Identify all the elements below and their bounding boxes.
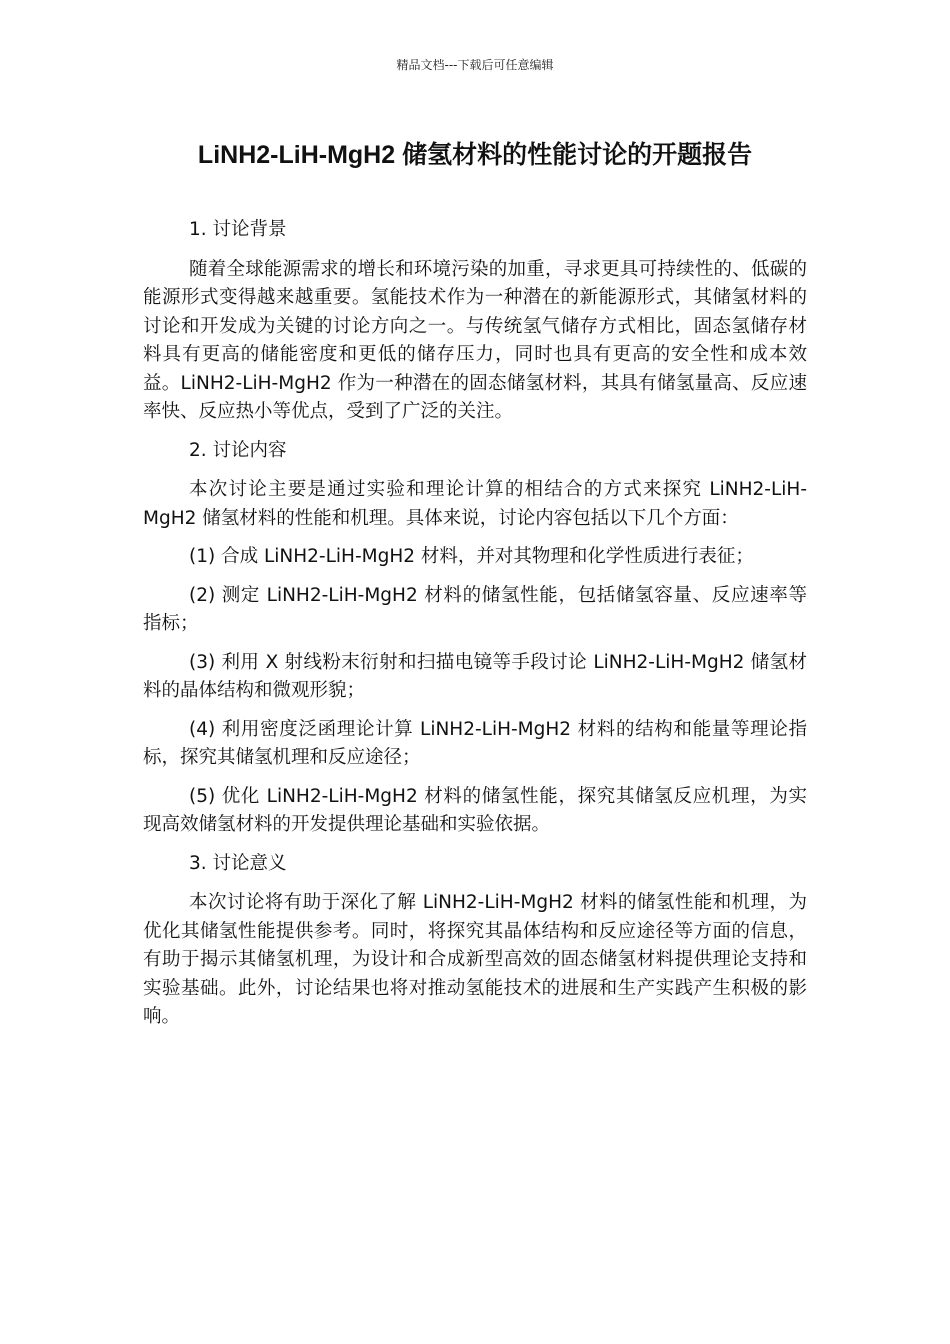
content-item-1: (1) 合成 LiNH2-LiH-MgH2 材料，并对其物理和化学性质进行表征； (189, 546, 754, 567)
content-item-4: (4) 利用密度泛函理论计算 LiNH2-LiH-MgH2 材料的结构和能量等理论指标，探究其储氢机理和反应途径； (143, 718, 807, 768)
document-title: LiNH2-LiH-MgH2 储氢材料的性能讨论的开题报告 (197, 141, 753, 169)
content-item-5: (5) 优化 LiNH2-LiH-MgH2 材料的储氢性能，探究其储氢反应机理，为实现高效储氢材料的开发提供理论基础和实验依据。 (143, 785, 807, 835)
document-body (143, 216, 807, 1042)
content-intro-paragraph: 本次讨论主要是通过实验和理论计算的相结合的方式来探究 LiNH2-LiH-MgH2 储氢材料的性能和机理。具体来说，讨论内容包括以下几个方面： (143, 479, 807, 529)
content-item-3: (3) 利用 X 射线粉末衍射和扫描电镜等手段讨论 LiNH2-LiH-MgH2 储氢材料的晶体结构和微观形貌； (143, 651, 807, 701)
header-note: 精品文档---下载后可任意编辑 (396, 58, 554, 72)
section-heading-content: 2. 讨论内容 (189, 439, 287, 461)
content-item-2: (2) 测定 LiNH2-LiH-MgH2 材料的储氢性能，包括储氢容量、反应速率等指标； (143, 584, 807, 634)
section-heading-background: 1. 讨论背景 (189, 219, 287, 240)
background-paragraph: 随着全球能源需求的增长和环境污染的加重，寻求更具可持续性的、低碳的能源形式变得越来越重要。氢能技术作为一种潜在的新能源形式，其储氢材料的讨论和开发成为关键的讨论方向之一。与传统氢气储存方式相比，固态氢储存材料具有更高的储能密度和更低的储存压力，同时也具有更高的安全性和成本效益。LiNH2-LiH-MgH2 作为一种潜在的固态储氢材料，其具有储氢量高、反应速率快、反应热小等优点，受到了广泛的关注。 (143, 258, 807, 422)
significance-paragraph: 本次讨论将有助于深化了解 LiNH2-LiH-MgH2 材料的储氢性能和机理，为优化其储氢性能提供参考。同时，将探究其晶体结构和反应途径等方面的信息，有助于揭示其储氢机理，为设计和合成新型高效的固态储氢材料提供理论支持和实验基础。此外，讨论结果也将对推动氢能技术的进展和生产实践产生积极的影响。 (143, 892, 807, 1027)
section-heading-significance: 3. 讨论意义 (189, 852, 287, 874)
